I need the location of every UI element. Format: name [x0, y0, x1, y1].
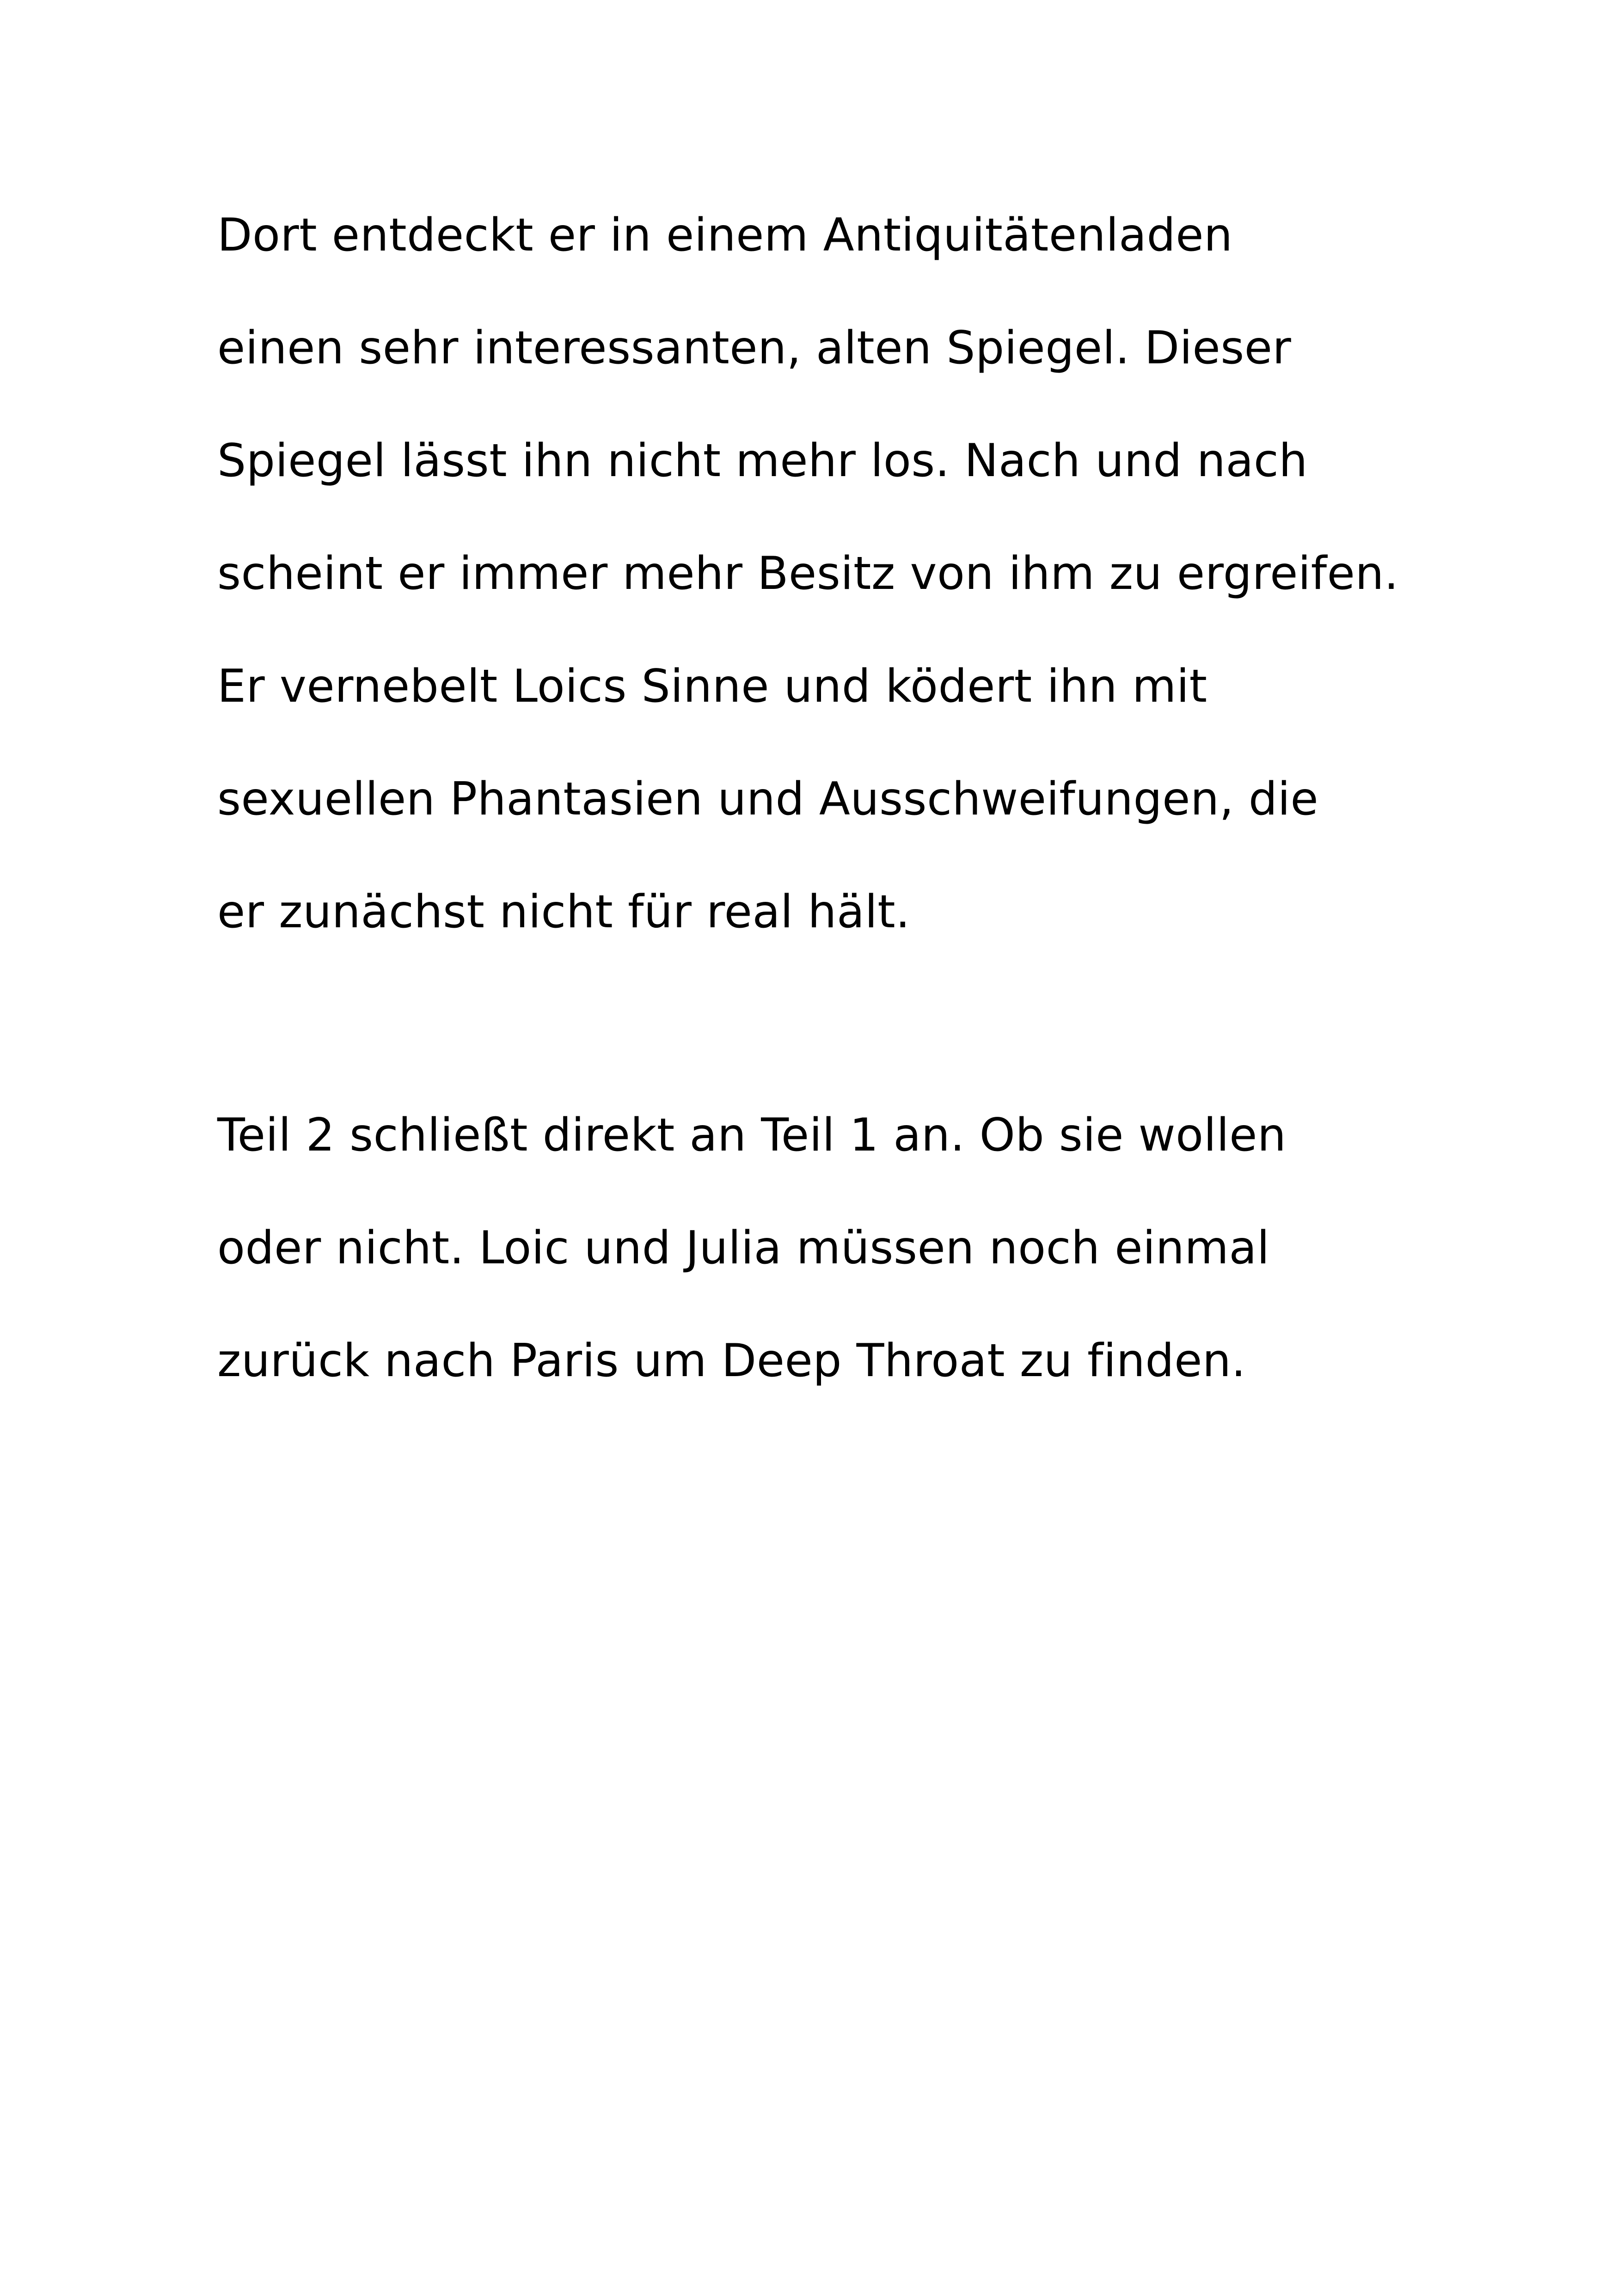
- paragraph-2: [217, 1109, 1287, 1451]
- text-line: zurück nach Paris um Deep Throat zu finden.: [217, 1335, 1246, 1387]
- text-line: sexuellen Phantasien und Ausschweifungen, die: [217, 773, 1319, 826]
- text-line: scheint er immer mehr Besitz von ihm zu ergreifen.: [217, 547, 1399, 600]
- text-line: einen sehr interessanten, alten Spiegel. Dieser: [217, 322, 1292, 374]
- paragraph-1: [217, 209, 1399, 1002]
- text-line: oder nicht. Loic und Julia müssen noch einmal: [217, 1222, 1270, 1274]
- text-line: Spiegel lässt ihn nicht mehr los. Nach und nach: [217, 435, 1308, 487]
- text-line: Teil 2 schließt direkt an Teil 1 an. Ob sie wollen: [217, 1109, 1287, 1162]
- text-line: Dort entdeckt er in einem Antiquitätenladen: [217, 209, 1233, 262]
- text-line: er zunächst nicht für real hält.: [217, 886, 910, 938]
- text-line: Er vernebelt Loics Sinne und ködert ihn mit: [217, 660, 1207, 713]
